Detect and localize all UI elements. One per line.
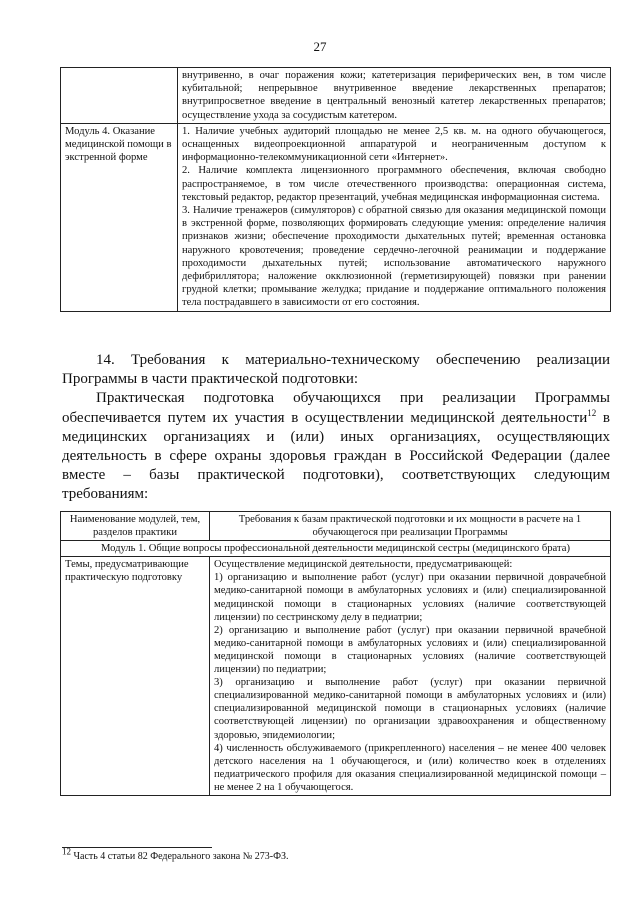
column-header-requirements: Требования к базам практической подготовки и их мощности в расчете на 1 обучающегося при реализации Программы xyxy=(210,512,611,541)
requirement-item-1: 1. Наличие учебных аудиторий площадью не менее 2,5 кв. м. на одного обучающегося, оснащенных видеопроекционной аппаратурой и неограниченным доступом к информационно-телекоммуникационной сети «Интернет». xyxy=(182,125,606,164)
practice-item-2: 2) организацию и выполнение работ (услуг) при оказании первичной врачебной медико-санитарной помощи в амбулаторных условиях и (или) специализированной медицинской помощи в стационарных условиях (наличие соответствующей лицензии) по педиатрии; xyxy=(214,624,606,676)
footnote-text: Часть 4 статьи 82 Федерального закона № 273-ФЗ. xyxy=(71,851,289,862)
section-14-body-start: Практическая подготовка обучающихся при реализации Программы обеспечивается путем их участия в осуществлении медицинской деятельности xyxy=(62,390,610,426)
requirement-item-3: 3. Наличие тренажеров (симуляторов) с обратной связью для оказания медицинской помощи в экстренной форме, позволяющих формировать следующие умения: определение наличия признаков жизни; обеспечение проходимости дыхательных путей; временная остановка наружного кровотечения; проведение сердечно-легочной реанимации и поддержание проходимости дыхательных путей; использование автоматического наружного дефибриллятора; наложение окклюзионной (герметизирующей) повязки при ранении грудной клетки; промывание желудка; придание и поддержание оптимального положения тела пострадавшего в зависимости от его состояния. xyxy=(182,205,606,309)
section-14-body xyxy=(62,389,610,504)
table-row xyxy=(61,123,611,311)
module-4-label: Модуль 4. Оказание медицинской помощи в экстренной форме xyxy=(61,123,178,311)
module-1-row: Модуль 1. Общие вопросы профессиональной деятельности медицинской сестры (медицинского брата) xyxy=(61,541,611,557)
module-4-requirements xyxy=(178,123,611,311)
section-14-body-end: в медицинских организациях и (или) иных организациях, осуществляющих деятельность в сфере охраны здоровья граждан в Российской Федерации (далее вместе – базы практической подготовки), соответствующих следующим требованиям: xyxy=(62,409,610,503)
table-header-row xyxy=(61,512,611,541)
footnote-marker: 12 xyxy=(62,846,71,857)
table-row xyxy=(61,557,611,796)
page-number: 27 xyxy=(313,39,327,54)
table-row xyxy=(61,541,611,557)
footnote-reference[interactable]: 12 xyxy=(587,407,597,418)
footnote xyxy=(62,846,289,862)
practice-item-4: 4) численность обслуживаемого (прикрепленного) населения – не менее 400 человек детского населения на 1 обучающегося, и (или) количество коек в отделениях педиатрического профиля для оказания специализированной медицинской помощи – не менее 2 на 1 обучающегося. xyxy=(214,742,606,793)
practice-intro: Осуществление медицинской деятельности, предусматривающей: xyxy=(214,559,513,571)
practice-bases-table xyxy=(60,511,611,796)
practice-requirements xyxy=(210,557,611,796)
practice-item-1: 1) организацию и выполнение работ (услуг) при оказании первичной доврачебной медико-санитарной помощи в амбулаторных условиях и (или) специализированной медицинской помощи в стационарных условиях (наличие соответствующей лицензии) по сестринскому делу в педиатрии; xyxy=(214,572,606,623)
section-14 xyxy=(62,351,610,505)
requirements-table-continued xyxy=(60,67,611,312)
section-14-heading: 14. Требования к материально-техническому обеспечению реализации Программы в части практической подготовки: xyxy=(62,352,610,388)
practice-item-3: 3) организацию и выполнение работ (услуг) при оказании первичной специализированной медико-санитарной помощи в амбулаторных условиях и (или) специализированной медицинской помощи в стационарных условиях (наличие соответствующей лицензии) по организации здравоохранения и общественному здоровью, эпидемиологии; xyxy=(214,677,606,741)
table-cell-empty xyxy=(61,68,178,124)
continuation-cell: внутривенно, в очаг поражения кожи; катетеризация периферических вен, в том числе кубитальной; непрерывное внутривенное введение лекарственных препаратов; внутрипросветное введение в центральный венозный катетер лекарственных препаратов; осуществление ухода за сосудистым катетером. xyxy=(178,68,611,124)
column-header-modules: Наименование модулей, тем, разделов практики xyxy=(61,512,210,541)
footnote-divider xyxy=(62,847,212,848)
table-row xyxy=(61,68,611,124)
requirement-item-2: 2. Наличие комплекта лицензионного программного обеспечения, включая свободно распространяемое, в том числе отечественного производства: операционная система, текстовый редактор, редактор презентаций, учебная медицинская информационная система. xyxy=(182,165,606,203)
topics-label: Темы, предусматривающие практическую подготовку xyxy=(61,557,210,796)
